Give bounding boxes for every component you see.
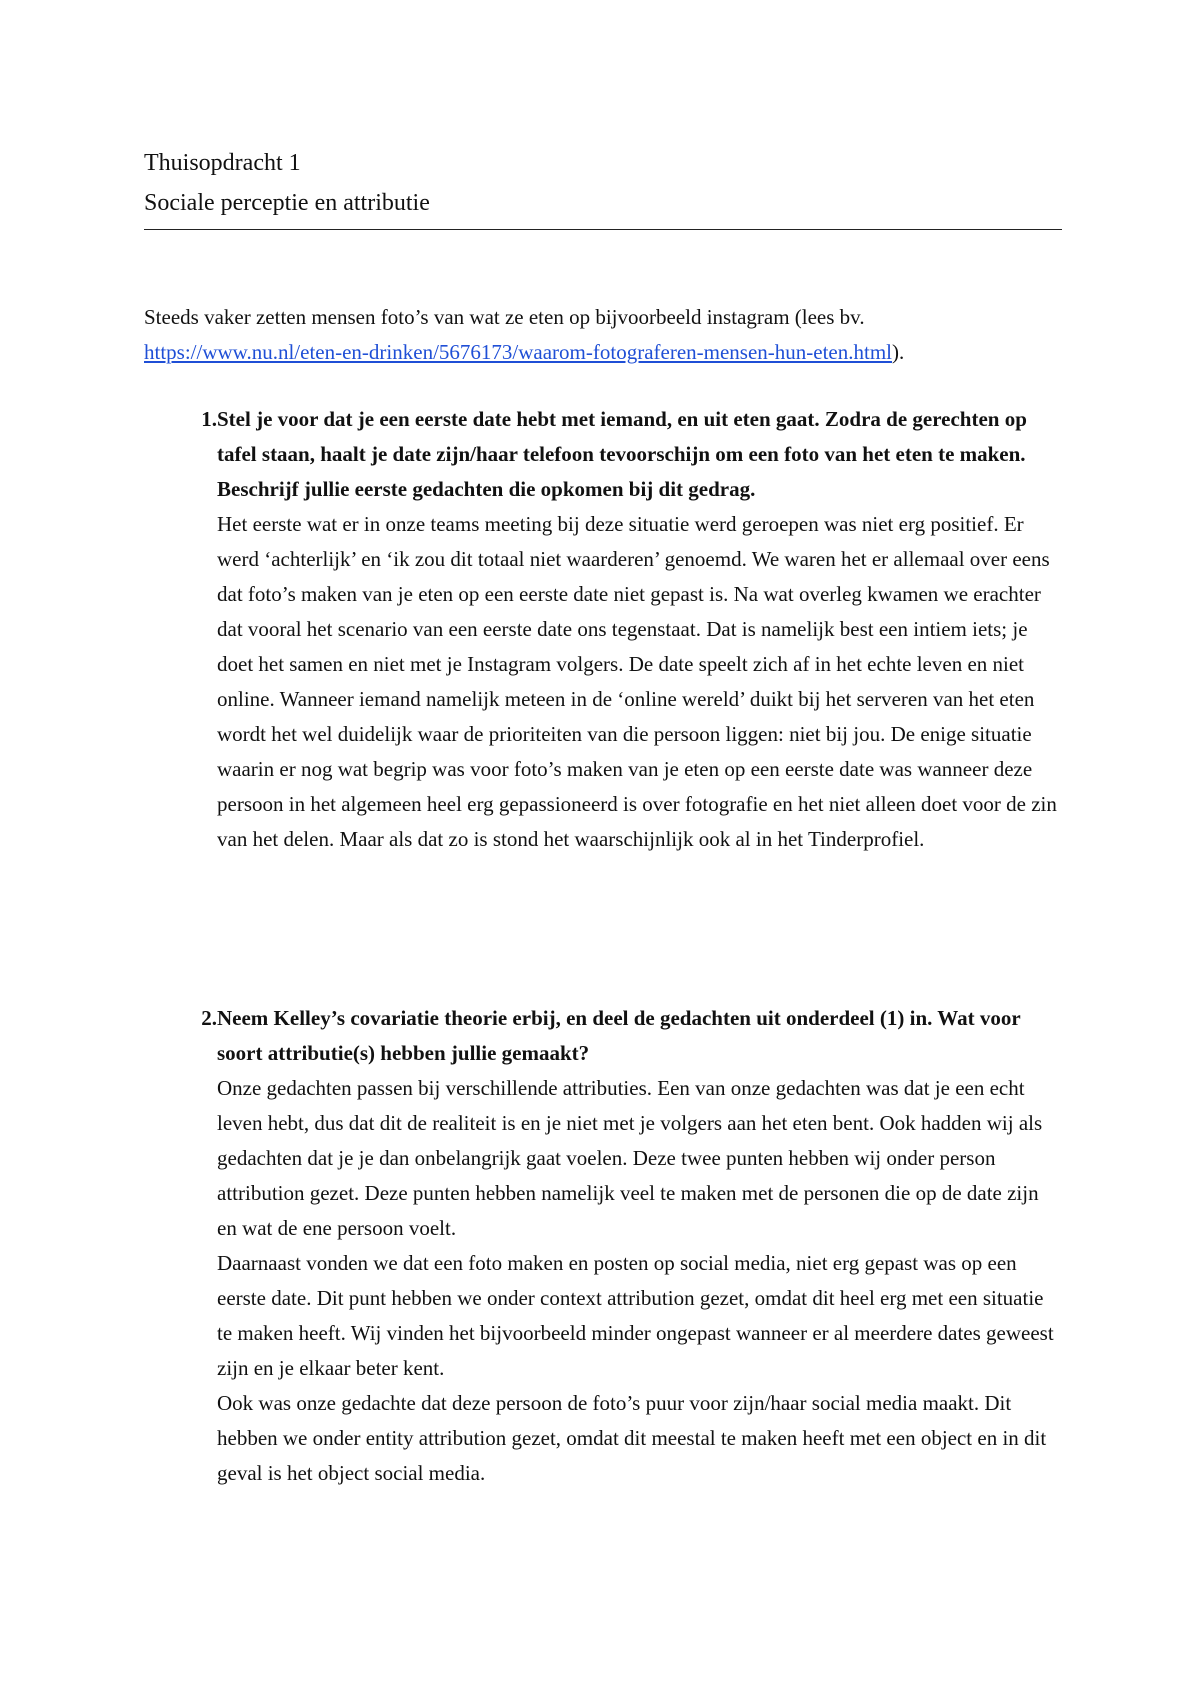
question-1	[144, 402, 1062, 857]
question-2	[144, 1001, 1062, 1491]
question-number: 2.	[201, 1006, 217, 1030]
intro-text-end: ).	[892, 340, 905, 364]
intro-text: Steeds vaker zetten mensen foto’s van wat ze eten op bijvoorbeeld instagram (lees bv.	[144, 305, 865, 329]
question-text: Neem Kelley’s covariatie theorie erbij, en deel de gedachten uit onderdeel (1) in. Wat voor soort attributie(s) hebben jullie gemaakt?	[217, 1006, 1021, 1065]
answer-text	[217, 507, 1062, 857]
answer-paragraph: Ook was onze gedachte dat deze persoon de foto’s puur voor zijn/haar social media maakt. Dit hebben we onder entity attribution gezet, omdat dit meestal te maken heeft met een object en in dit geval is het object social media.	[217, 1391, 1047, 1485]
intro-paragraph	[144, 300, 1062, 370]
answer-paragraph: Het eerste wat er in onze teams meeting bij deze situatie werd geroepen was niet erg positief. Er werd ‘achterlijk’ en ‘ik zou dit totaal niet waarderen’ genoemd. We waren het er allemaal over eens dat foto’s maken van je eten op een eerste date niet gepast is. Na wat overleg kwamen we erachter dat vooral het scenario van een eerste date ons tegenstaat. Dat is namelijk best een intiem iets; je doet het samen en niet met je Instagram volgers. De date speelt zich af in het echte leven en niet online. Wanneer iemand namelijk meteen in de ‘online wereld’ duikt bij het serveren van het eten wordt het wel duidelijk waar de prioriteiten van die persoon liggen: niet bij jou. De enige situatie waarin er nog wat begrip was voor foto’s maken van je eten op een eerste date was wanneer deze persoon in het algemeen heel erg gepassioneerd is over fotografie en het niet alleen doet voor de zin van het delen. Maar als dat zo is stond het waarschijnlijk ook al in het Tinderprofiel.	[217, 512, 1057, 851]
question-text: Stel je voor dat je een eerste date hebt met iemand, en uit eten gaat. Zodra de gerechten op tafel staan, haalt je date zijn/haar telefoon tevoorschijn om een foto van het eten te maken. Beschrijf jullie eerste gedachten die opkomen bij dit gedrag.	[217, 407, 1027, 501]
assignment-title: Thuisopdracht 1	[144, 150, 301, 176]
assignment-subtitle: Sociale perceptie en attributie	[144, 190, 430, 216]
answer-paragraph: Onze gedachten passen bij verschillende attributies. Een van onze gedachten was dat je een echt leven hebt, dus dat dit de realiteit is en je niet met je volgers aan het eten bent. Ook hadden wij als gedachten dat je je dan onbelangrijk gaat voelen. Deze twee punten hebben wij onder person attribution gezet. Deze punten hebben namelijk veel te maken met de personen die op de date zijn en wat de ene persoon voelt.	[217, 1076, 1043, 1240]
question-number: 1.	[201, 407, 217, 431]
answer-text	[217, 1071, 1062, 1491]
document-header	[144, 143, 1062, 230]
answer-paragraph: Daarnaast vonden we dat een foto maken en posten op social media, niet erg gepast was op een eerste date. Dit punt hebben we onder context attribution gezet, omdat dit heel erg met een situatie te maken heeft. Wij vinden het bijvoorbeeld minder ongepast wanneer er al meerdere dates geweest zijn en je elkaar beter kent.	[217, 1251, 1054, 1380]
article-link[interactable]: https://www.nu.nl/eten-en-drinken/5676173/waarom-fotograferen-mensen-hun-eten.html	[144, 340, 893, 364]
